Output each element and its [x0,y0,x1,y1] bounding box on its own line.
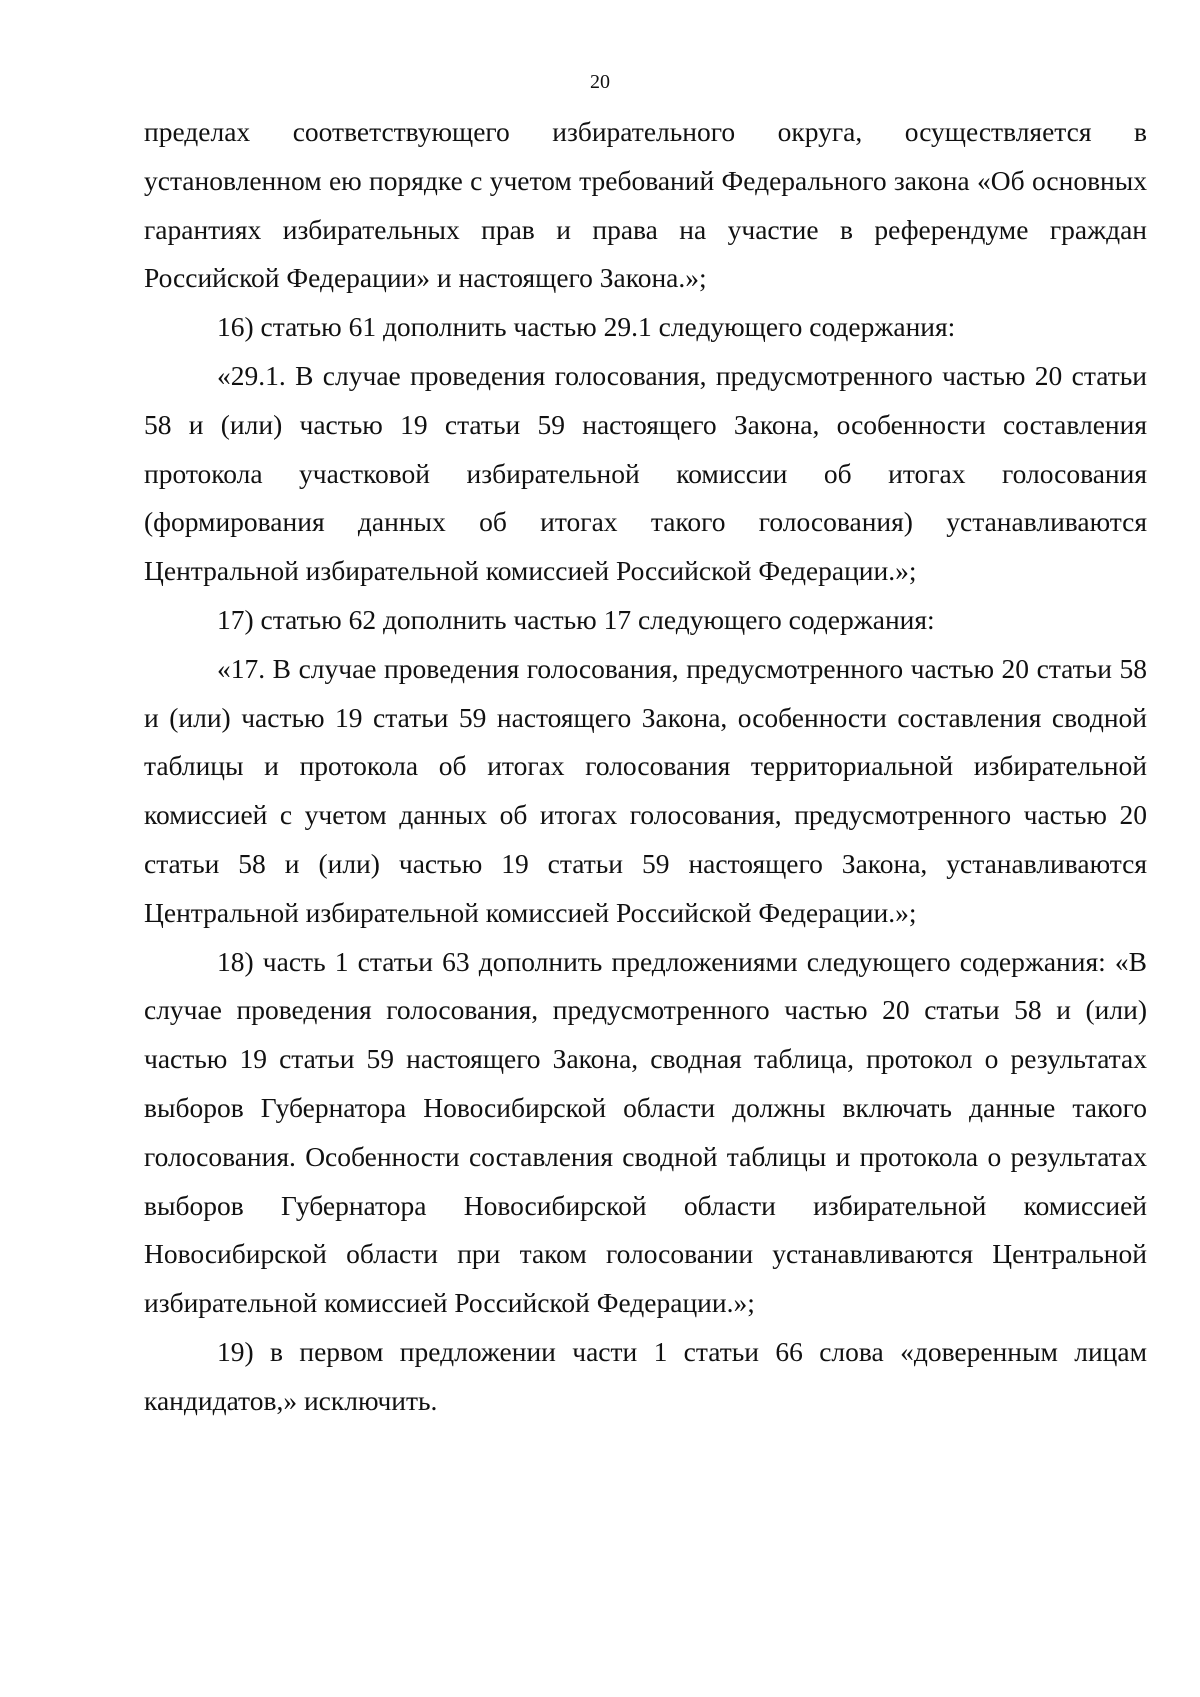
paragraph-item-19: 19) в первом предложении части 1 статьи 66 слова «доверенным лицам кандидатов,» исключить. [144,1335,1147,1416]
paragraph-continuation: пределах соответствующего избирательного округа, осуществляется в установленном ею порядке с учетом требований Федерального закона «Об основных гарантиях избирательных прав и права на участие в референдуме граждан Российской Федерации» и настоящего Закона.»; [144,116,1147,294]
page-number: 20 [590,71,610,93]
paragraph-quote-17: «17. В случае проведения голосования, предусмотренного частью 20 статьи 58 и (или) частью 19 статьи 59 настоящего Закона, особенности составления сводной таблицы и протокола об итогах голосования территориальной избирательной комиссией с учетом данных об итогах голосования, предусмотренного частью 20 статьи 58 и (или) частью 19 статьи 59 настоящего Закона, устанавливаются Центральной избирательной комиссией Российской Федерации.»; [144,652,1147,928]
paragraph-item-18: 18) часть 1 статьи 63 дополнить предложениями следующего содержания: «В случае проведения голосования, предусмотренного частью 20 статьи 58 и (или) частью 19 статьи 59 настоящего Закона, сводная таблица, протокол о результатах выборов Губернатора Новосибирской области должны включать данные такого голосования. Особенности составления сводной таблицы и протокола о результатах выборов Губернатора Новосибирской области избирательной комиссией Новосибирской области при таком голосовании устанавливаются Центральной избирательной комиссией Российской Федерации.»; [144,945,1147,1319]
paragraph-item-16: 16) статью 61 дополнить частью 29.1 следующего содержания: [217,311,956,343]
document-body [144,108,1147,1426]
paragraph-item-17: 17) статью 62 дополнить частью 17 следующего содержания: [217,603,935,635]
paragraph-quote-29-1: «29.1. В случае проведения голосования, предусмотренного частью 20 статьи 58 и (или) частью 19 статьи 59 настоящего Закона, особенности составления протокола участковой избирательной комиссии об итогах голосования (формирования данных об итогах такого голосования) устанавливаются Центральной избирательной комиссией Российской Федерации.»; [144,359,1147,587]
